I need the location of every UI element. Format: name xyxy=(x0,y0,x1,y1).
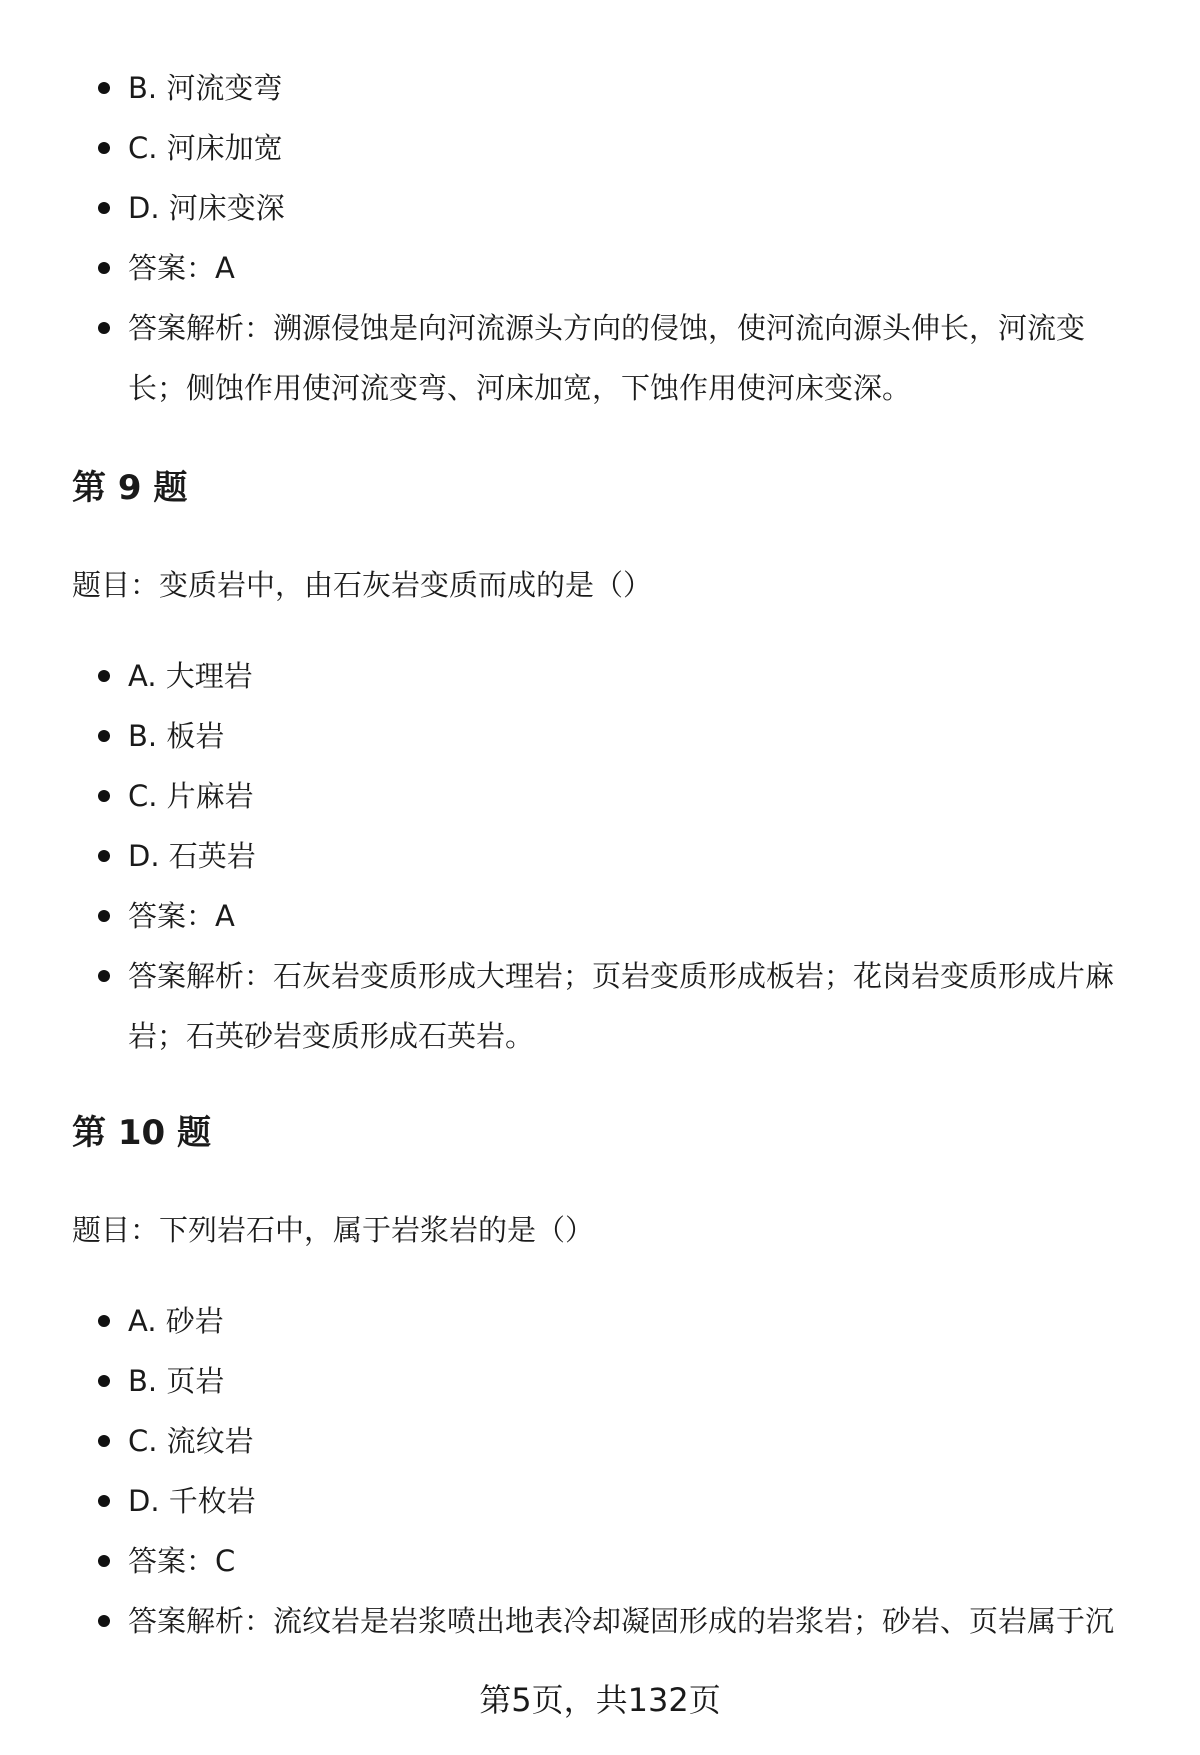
answer: 答案：A xyxy=(0,238,1200,298)
question-10-stem: 题目：下列岩石中，属于岩浆岩的是（） xyxy=(72,1213,595,1247)
question-9-stem: 题目：变质岩中，由石灰岩变质而成的是（） xyxy=(72,568,653,602)
option-b: B. 板岩 xyxy=(0,706,1200,766)
option-a: A. 砂岩 xyxy=(0,1291,1200,1351)
option-d: D. 河床变深 xyxy=(0,178,1200,238)
option-d: D. 千枚岩 xyxy=(0,1471,1200,1531)
answer: 答案：C xyxy=(0,1531,1200,1591)
question-9-options xyxy=(0,646,1200,1066)
option-d: D. 石英岩 xyxy=(0,826,1200,886)
question-9-heading: 第 9 题 xyxy=(72,468,188,508)
page-number: 第5页，共132页 xyxy=(479,1681,721,1719)
answer: 答案：A xyxy=(0,886,1200,946)
question-10-options xyxy=(0,1291,1200,1651)
option-b: B. 河流变弯 xyxy=(0,58,1200,118)
question-8-options xyxy=(0,58,1200,418)
question-10-heading: 第 10 题 xyxy=(72,1113,211,1153)
answer-explanation: 答案解析：流纹岩是岩浆喷出地表冷却凝固形成的岩浆岩；砂岩、页岩属于沉 xyxy=(0,1591,1200,1651)
option-c: C. 流纹岩 xyxy=(0,1411,1200,1471)
option-c: C. 片麻岩 xyxy=(0,766,1200,826)
answer-explanation: 答案解析：石灰岩变质形成大理岩；页岩变质形成板岩；花岗岩变质形成片麻岩；石英砂岩变质形成石英岩。 xyxy=(0,946,1200,1066)
answer-explanation: 答案解析：溯源侵蚀是向河流源头方向的侵蚀，使河流向源头伸长，河流变长；侧蚀作用使河流变弯、河床加宽，下蚀作用使河床变深。 xyxy=(0,298,1200,418)
option-b: B. 页岩 xyxy=(0,1351,1200,1411)
option-c: C. 河床加宽 xyxy=(0,118,1200,178)
option-a: A. 大理岩 xyxy=(0,646,1200,706)
